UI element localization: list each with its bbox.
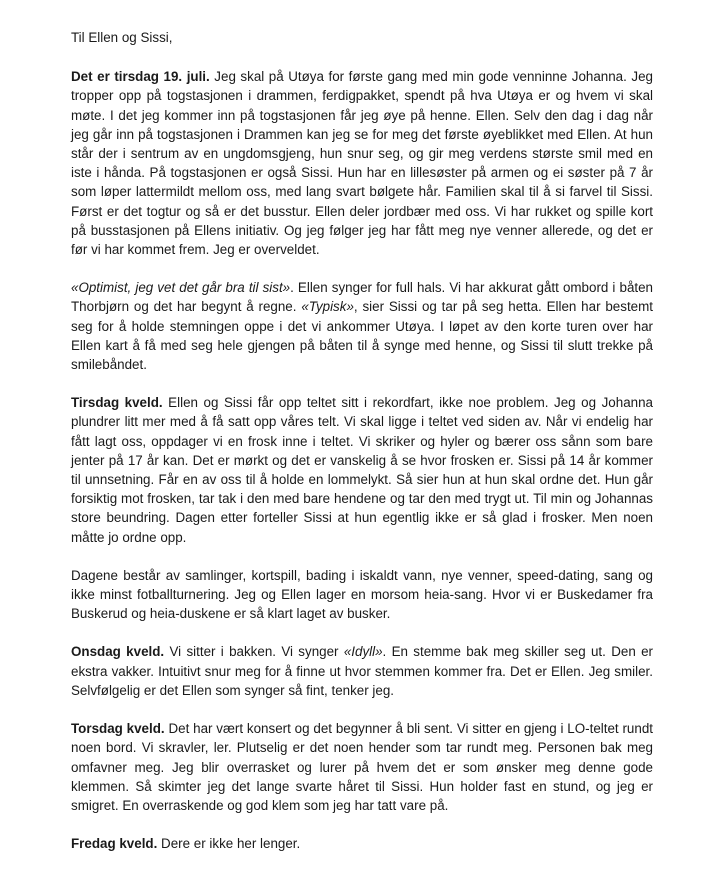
paragraph-text: Dere er ikke her lenger. [157, 836, 301, 852]
song-quote: «Idyll» [343, 644, 383, 660]
paragraph-boat [71, 278, 653, 374]
paragraph-text: Jeg skal på Utøya for første gang med min gode venninne Johanna. Jeg tropper opp på togstasjonen i drammen, ferdigpakket, spendt på hva Utøya er og hvem vi skal møte. I det jeg kommer inn på togstasjonen får jeg øye på henne. Ellen. Selv den dag i dag når jeg går inn på togstasjonen i Drammen kan jeg se for meg det første øyeblikket med Ellen. At hun står der i sentrum av en ungdomsgjeng, hun snur seg, og gir meg verdens største smil med en iste i hånda. På togstasjonen er også Sissi. Hun har en lillesøster på armen og ei søster på 7 år som løper lattermildt mellom oss, med lang svart bølgete hår. Familien skal til å si farvel til Sissi. Først er det togtur og så er det busstur. Ellen deler jordbær med oss. Vi har rukket og spille kort på busstasjonen på Ellens initiativ. Og jeg følger jeg har fått meg nye venner allerede, og det er før vi har kommet frem. Jeg er overveldet. [71, 69, 653, 258]
paragraph-arrival [71, 67, 653, 259]
paragraph-text: Vi sitter i bakken. Vi synger [164, 644, 344, 660]
paragraph-lead: Det er tirsdag 19. juli. [71, 69, 210, 85]
paragraph-wednesday-evening [71, 642, 653, 700]
paragraph-text: . En stemme bak meg skiller seg ut. Den er ekstra vakker. Intuitivt snur meg for å finne ut hvor stemmen kommer fra. Det er Ellen. Jeg smiler. Selvfølgelig er det Ellen som synger så fint, tenker jeg. [71, 644, 653, 698]
paragraph-text: . Ellen synger for full hals. Vi har akkurat gått ombord i båten Thorbjørn og det har begynt å regne. [71, 280, 654, 315]
letter-greeting: Til Ellen og Sissi, [71, 30, 173, 45]
paragraph-friday-evening [71, 834, 653, 853]
paragraph-lead: Fredag kveld. [71, 836, 158, 852]
letter-page [71, 28, 653, 853]
paragraph-lead: Tirsdag kveld. [71, 395, 163, 411]
paragraph-thursday-evening [71, 719, 653, 815]
paragraph-lead: Onsdag kveld. [71, 644, 165, 660]
paragraph-text: Ellen og Sissi får opp teltet sitt i rekordfart, ikke noe problem. Jeg og Johanna plundrer litt mer med å få satt opp våres telt. Vi skal ligge i teltet ved siden av. Når vi endelig har fått lagt oss, oppdager vi en frosk inne i teltet. Vi skriker og hyler og bærer oss sånn som bare jenter på 17 år kan. Det er mørkt og det er vanskelig å se hvor frosken er. Sissi på 14 år kommer til unnsetning. Får en av oss til å holde en lommelykt. Så sier hun at hun skal ordne det. Hun går forsiktig mot frosken, tar tak i den med bare hendene og tar den med trygt ut. Til min og Johannas store beundring. Dagen etter forteller Sissi at hun egentlig ikke er så glad i frosker. Men noen måtte jo ordne opp. [71, 395, 653, 545]
paragraph-tuesday-evening [71, 393, 653, 547]
paragraph-lead: Torsdag kveld. [71, 721, 165, 737]
speech-quote: «Typisk» [301, 299, 354, 315]
paragraph-text: Dagene består av samlinger, kortspill, bading i iskaldt vann, nye venner, speed-dating, sang og ikke minst fotballturnering. Jeg og Ellen lager en morsom heia-sang. Hvor vi er Buskedamer fra Buskerud og heia-duskene er så klart laget av busker. [71, 567, 653, 622]
paragraph-text: Det har vært konsert og det begynner å bli sent. Vi sitter en gjeng i LO-teltet rundt noen bord. Vi skravler, ler. Plutselig er det noen hender som tar rundt meg. Personen bak meg omfavner meg. Jeg blir overrasket og lurer på hvem det er som ønsker meg denne gode klemmen. Så skimter jeg det lange svarte håret til Sissi. Hun holder fast en stund, og jeg er smigret. En overraskende og god klem som jeg har tatt vare på. [71, 721, 653, 813]
paragraph-days [71, 566, 653, 624]
paragraph-text: , sier Sissi og tar på seg hetta. Ellen har bestemt seg for å holde stemningen oppe i det vi ankommer Utøya. I løpet av den korte turen over har Ellen kart å få med seg hele gjengen på båten til å synge med henne, og Sissi til slutt trekke på smilebåndet. [71, 299, 653, 373]
song-quote: «Optimist, jeg vet det går bra til sist» [71, 280, 291, 296]
